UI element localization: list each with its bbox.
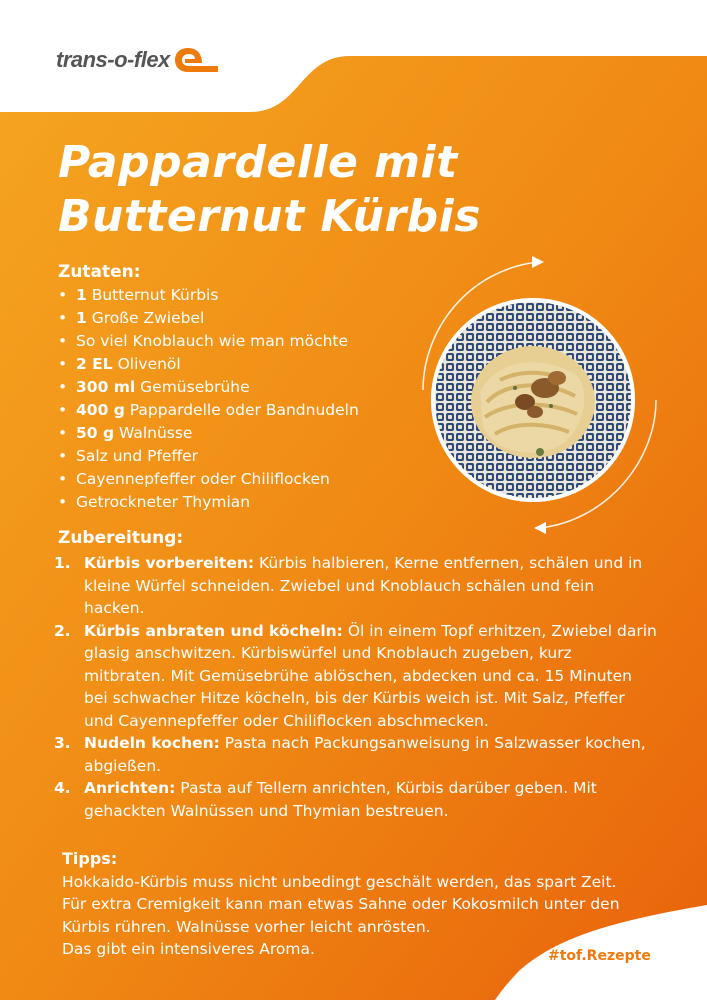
ingredients-list: [58, 284, 359, 514]
steps-list: [54, 552, 658, 822]
step-text: Pasta nach Packungsanweisung in Salzwasser kochen, abgießen.: [84, 734, 646, 775]
tip-line: Das gibt ein intensiveres Aroma.: [62, 940, 315, 958]
ingredient-item: • Cayennepfeffer oder Chiliflocken: [58, 468, 359, 491]
step-number: 2.: [54, 621, 71, 640]
recipe-title: [58, 136, 658, 244]
step-title: Anrichten:: [84, 779, 176, 797]
ingredient-item: • 50 g Walnüsse: [58, 422, 359, 445]
ingredient-item: • Salz und Pfeffer: [58, 445, 359, 468]
step-text: Pasta auf Tellern anrichten, Kürbis darüber geben. Mit gehackten Walnüssen und Thymian bestreuen.: [84, 779, 597, 820]
step-number: 3.: [54, 734, 71, 752]
tips-heading: Tipps:: [62, 849, 118, 868]
ingredient-item: • 1 Butternut Kürbis: [58, 284, 359, 307]
step-item: [54, 552, 658, 620]
ingredient-item: • 2 EL Olivenöl: [58, 353, 359, 376]
tips-section: [62, 848, 662, 961]
step-title: Kürbis vorbereiten:: [84, 554, 255, 572]
step-title: Kürbis anbraten und köcheln:: [84, 621, 343, 640]
step-number: 1.: [54, 554, 71, 572]
tip-line: Hokkaido-Kürbis muss nicht unbedingt geschält werden, das spart Zeit.: [62, 872, 617, 891]
title-line-1: Pappardelle mit: [58, 137, 458, 188]
step-text: Öl in einem Topf erhitzen, Zwiebel darin glasig anschwitzen. Kürbiswürfel und Knoblauch zugeben, kurz mitbraten. Mit Gemüsebrühe ablöschen, abdecken und ca. 15 Minuten bei schwacher Hitze köcheln, bis der Kürbis weich ist. Mit Salz, Pfeffer und Cayennepfeffer oder Chiliflocken abschmecken.: [84, 621, 657, 730]
ingredient-item: • 300 ml Gemüsebrühe: [58, 376, 359, 399]
hashtag-label: #tof.Rezepte: [548, 948, 651, 964]
preparation-section: [54, 528, 658, 822]
ingredients-heading: Zutaten:: [58, 262, 141, 282]
ingredient-item: • 1 Große Zwiebel: [58, 307, 359, 330]
title-line-2: Butternut Kürbis: [58, 191, 481, 242]
step-item: [54, 620, 658, 733]
step-text: Kürbis halbieren, Kerne entfernen, schälen und in kleine Würfel schneiden. Zwiebel und Knoblauch schälen und fein hacken.: [84, 554, 643, 617]
circular-arrows-icon: [398, 250, 678, 540]
brand-logo: [56, 40, 222, 80]
step-item: [54, 732, 658, 777]
ingredient-item: • 400 g Pappardelle oder Bandnudeln: [58, 399, 359, 422]
ingredients-section: [58, 262, 359, 514]
preparation-heading: Zubereitung:: [58, 528, 184, 548]
step-title: Nudeln kochen:: [84, 734, 220, 752]
tip-line: Für extra Cremigkeit kann man etwas Sahne oder Kokosmilch unter den Kürbis rühren. Walnüsse vorher leicht anrösten.: [62, 895, 620, 936]
ingredient-item: • So viel Knoblauch wie man möchte: [58, 330, 359, 353]
step-number: 4.: [54, 779, 71, 797]
ingredient-item: • Getrockneter Thymian: [58, 491, 359, 514]
step-item: [54, 777, 658, 822]
trans-o-flex-logo-icon: [174, 45, 222, 75]
brand-name: trans-o-flex: [56, 47, 170, 72]
